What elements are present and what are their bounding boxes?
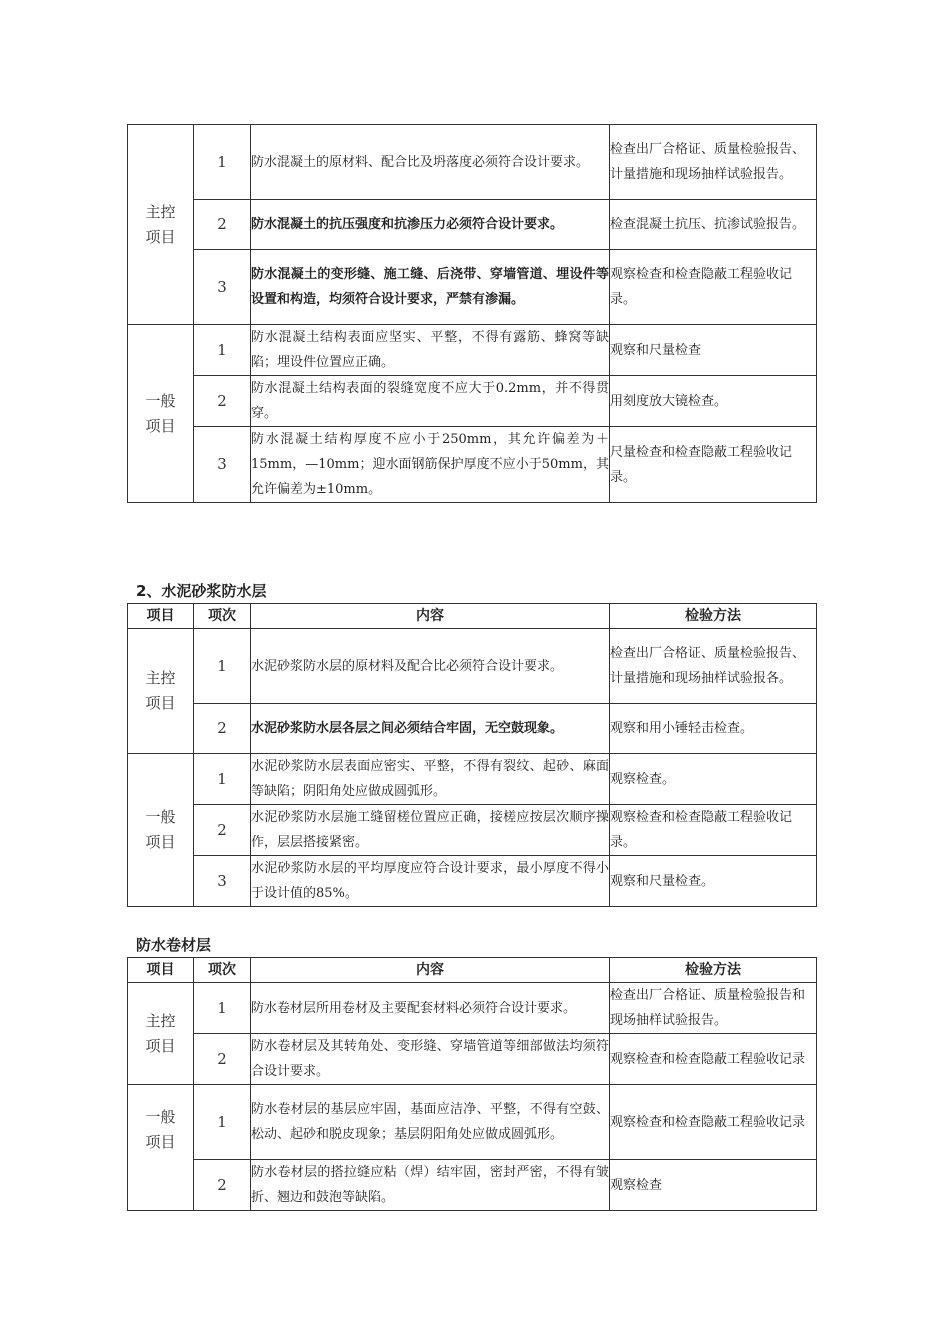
table-header-row [128, 958, 817, 983]
table-row [128, 250, 817, 325]
item-content: 水泥砂浆防水层施工缝留槎位置应正确，接槎应按层次顺序操作，层层搭接紧密。 [251, 805, 610, 856]
item-method: 尺量检查和检查隐蔽工程验收记录。 [610, 427, 817, 503]
item-content: 防水卷材层的基层应牢固，基面应洁净、平整，不得有空鼓、松动、起砂和脱皮现象；基层阴阳角处应做成圆弧形。 [251, 1085, 610, 1160]
group-general: 一般 项目 [128, 325, 194, 503]
table-header-row [128, 604, 817, 629]
item-content: 水泥砂浆防水层的原材料及配合比必须符合设计要求。 [251, 629, 610, 704]
table-row [128, 754, 817, 805]
group-general: 一般 项目 [128, 754, 194, 907]
item-content: 防水混凝土结构表面的裂缝宽度不应大于0.2mm，并不得贯穿。 [251, 376, 610, 427]
item-content: 防水卷材层的搭拉缝应粘（焊）结牢固，密封严密，不得有皱折、翘边和鼓泡等缺陷。 [251, 1160, 610, 1211]
table-row [128, 427, 817, 503]
header-content: 内容 [251, 958, 610, 983]
table-row [128, 983, 817, 1034]
header-method: 检验方法 [610, 604, 817, 629]
header-content: 内容 [251, 604, 610, 629]
item-content: 防水卷材层所用卷材及主要配套材料必须符合设计要求。 [251, 983, 610, 1034]
item-method: 观察检查和检查隐蔽工程验收记录。 [610, 805, 817, 856]
group-general: 一般 项目 [128, 1085, 194, 1211]
item-number: 1 [194, 754, 251, 805]
table-row [128, 856, 817, 907]
item-number: 3 [194, 427, 251, 503]
item-method: 观察和尺量检查。 [610, 856, 817, 907]
item-method: 检查出厂合格证、质量检验报告、计量措施和现场抽样试验报告。 [610, 125, 817, 200]
item-number: 2 [194, 200, 251, 250]
item-number: 1 [194, 983, 251, 1034]
header-method: 检验方法 [610, 958, 817, 983]
section-title-membrane: 防水卷材层 [136, 936, 212, 954]
item-content: 水泥砂浆防水层表面应密实、平整，不得有裂纹、起砂、麻面等缺陷；阴阳角处应做成圆弧形。 [251, 754, 610, 805]
item-number: 2 [194, 805, 251, 856]
item-number: 2 [194, 704, 251, 754]
item-number: 1 [194, 325, 251, 376]
item-number: 2 [194, 1160, 251, 1211]
item-number: 2 [194, 1034, 251, 1085]
item-content: 水泥砂浆防水层各层之间必须结合牢固，无空鼓现象。 [251, 704, 610, 754]
table-row [128, 200, 817, 250]
table-row [128, 376, 817, 427]
header-seq: 项次 [194, 604, 251, 629]
item-method: 观察和尺量检查 [610, 325, 817, 376]
group-main-control: 主控 项目 [128, 983, 194, 1085]
section-title-mortar: 2、水泥砂浆防水层 [136, 582, 267, 600]
table-row [128, 1034, 817, 1085]
concrete-inspection-table [127, 124, 817, 503]
item-content: 防水混凝土结构表面应坚实、平整，不得有露筋、蜂窝等缺陷；埋设件位置应正确。 [251, 325, 610, 376]
item-method: 观察检查和检查隐蔽工程验收记录 [610, 1034, 817, 1085]
item-number: 3 [194, 856, 251, 907]
item-method: 观察和用小锤轻击检查。 [610, 704, 817, 754]
item-number: 1 [194, 125, 251, 200]
table-row [128, 1160, 817, 1211]
table-row [128, 125, 817, 200]
header-item: 项目 [128, 958, 194, 983]
mortar-inspection-table [127, 603, 817, 907]
item-method: 检查出厂合格证、质量检验报告、计量措施和现场抽样试验报各。 [610, 629, 817, 704]
table-row [128, 629, 817, 704]
item-method: 用刻度放大镜检查。 [610, 376, 817, 427]
table-row [128, 325, 817, 376]
item-number: 3 [194, 250, 251, 325]
item-number: 1 [194, 629, 251, 704]
header-seq: 项次 [194, 958, 251, 983]
item-method: 检查混凝土抗压、抗渗试验报告。 [610, 200, 817, 250]
item-content: 防水混凝土的抗压强度和抗渗压力必须符合设计要求。 [251, 200, 610, 250]
group-main-control: 主控 项目 [128, 629, 194, 754]
item-method: 观察检查和检查隐蔽工程验收记录。 [610, 250, 817, 325]
item-method: 观察检查和检查隐蔽工程验收记录 [610, 1085, 817, 1160]
item-content: 水泥砂浆防水层的平均厚度应符合设计要求，最小厚度不得小于设计值的85%。 [251, 856, 610, 907]
table-row [128, 704, 817, 754]
item-content: 防水混凝土的原材料、配合比及坍落度必须符合设计要求。 [251, 125, 610, 200]
item-content: 防水混凝土结构厚度不应小于250mm，其允许偏差为＋15mm，—10mm；迎水面钢筋保护厚度不应小于50mm，其允许偏差为±10mm。 [251, 427, 610, 503]
item-method: 观察检查。 [610, 754, 817, 805]
item-content: 防水混凝土的变形缝、施工缝、后浇带、穿墙管道、埋设件等设置和构造，均须符合设计要求，严禁有渗漏。 [251, 250, 610, 325]
item-number: 1 [194, 1085, 251, 1160]
item-number: 2 [194, 376, 251, 427]
table-row [128, 805, 817, 856]
group-main-control: 主控 项目 [128, 125, 194, 325]
item-method: 检查出厂合格证、质量检验报告和现场抽样试验报告。 [610, 983, 817, 1034]
item-content: 防水卷材层及其转角处、变形缝、穿墙管道等细部做法均须符合设计要求。 [251, 1034, 610, 1085]
header-item: 项目 [128, 604, 194, 629]
membrane-inspection-table [127, 957, 817, 1211]
item-method: 观察检查 [610, 1160, 817, 1211]
table-row [128, 1085, 817, 1160]
